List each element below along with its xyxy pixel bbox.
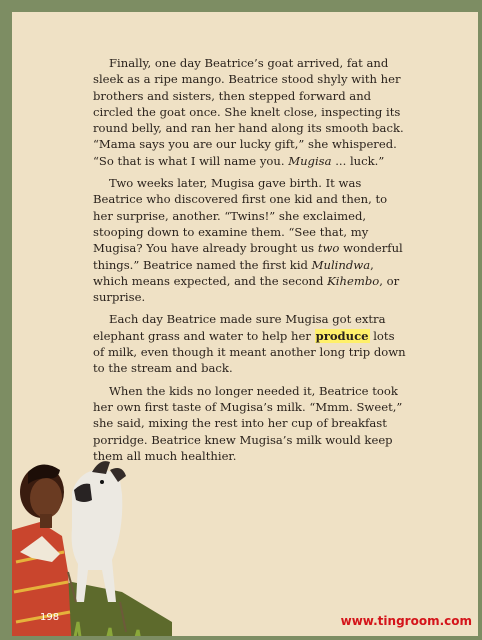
text-run: Each day Beatrice made sure Mugisa got extra elephant grass and water to help her: [93, 312, 386, 343]
paragraph-1: [93, 55, 409, 169]
story-text: [93, 55, 409, 470]
text-run: Finally, one day Beatrice’s goat arrived, fat and sleek as a ripe mango. Beatrice stood shyly with her brothers and sisters, then stepped forward and circled the goat once. She knelt close, inspecting its round belly, and ran her hand along its smooth back. “Mama says you are our lucky gift,” she whispered. “So that is what I will name you.: [93, 56, 404, 168]
text-run: When the kids no longer needed it, Beatrice took her own first taste of Mugisa’s milk. “Mmm. Sweet,” she said, mixing the rest into her cup of breakfast porridge. Beatrice knew Mugisa’s milk would keep them all much healthier.: [93, 383, 403, 463]
name-mugisa: Mugisa: [288, 153, 332, 168]
paragraph-3: [93, 311, 409, 376]
girl-and-goat-illustration: [12, 452, 172, 636]
name-kihembo: Kihembo: [327, 273, 380, 288]
text-run: , which means expected, and the second: [93, 257, 374, 288]
text-run: , or surprise.: [93, 273, 400, 305]
text-run: Two weeks later, Mugisa gave birth. It was Beatrice who discovered first one kid and then, to her surprise, another. “Twins!” she exclaimed, stooping down to examine them. “See that, my Mugisa? You have already brought us: [93, 176, 388, 256]
watermark-text: www.tingroom.com: [340, 614, 472, 628]
book-page: [12, 12, 478, 636]
page-number: 198: [40, 612, 60, 623]
text-run: ... luck.”: [331, 153, 385, 168]
text-run: wonderful things.” Beatrice named the first kid: [93, 241, 403, 272]
paragraph-2: [93, 175, 409, 305]
emphasis-two: two: [317, 241, 340, 256]
vocabulary-highlight-produce[interactable]: produce: [315, 328, 369, 343]
name-mulindwa: Mulindwa: [311, 257, 371, 272]
text-run: lots of milk, even though it meant another long trip down to the stream and back.: [93, 328, 406, 376]
